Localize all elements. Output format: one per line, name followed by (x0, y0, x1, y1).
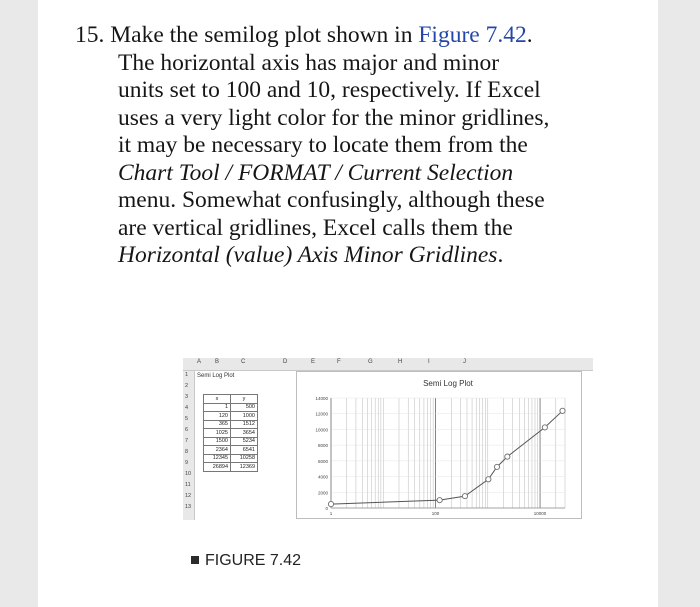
y-cell: 500 (231, 403, 258, 412)
column-header: J (463, 359, 466, 365)
y-tick-label: 8000 (317, 443, 328, 449)
caption-square-icon (191, 556, 199, 564)
x-cell: 1500 (204, 437, 231, 446)
y-header: y (231, 395, 258, 404)
y-cell: 6541 (231, 446, 258, 455)
problem-text-run: The horizontal axis has major and minor (118, 49, 500, 76)
table-row (204, 463, 258, 472)
row-header: 6 (185, 427, 189, 433)
row-headers (183, 371, 195, 520)
x-tick-label: 100 (431, 511, 440, 516)
table-row (204, 420, 258, 429)
y-cell: 10258 (231, 454, 258, 463)
y-cell: 12369 (231, 463, 258, 472)
table-row (204, 446, 258, 455)
y-cell: 5234 (231, 437, 258, 446)
column-header: I (428, 359, 430, 365)
problem-text-run: are vertical gridlines, Excel calls them the (118, 214, 513, 241)
row-header: 3 (185, 394, 189, 400)
data-point (462, 494, 467, 499)
x-tick-label: 1 (329, 511, 333, 516)
row-header: 2 (185, 383, 189, 389)
row-header: 10 (185, 471, 192, 477)
column-header: F (337, 359, 341, 365)
data-table (203, 394, 258, 472)
table-row (204, 403, 258, 412)
problem-text-run: . (497, 242, 504, 268)
problem-text-run: 15. Make the semilog plot shown in (75, 22, 419, 48)
problem-text-run: menu. Somewhat confusingly, although these (118, 187, 545, 213)
y-cell: 1000 (231, 412, 258, 421)
problem-text-run: units set to 100 and 10, respectively. If Excel (118, 77, 541, 103)
caption-text: FIGURE 7.42 (205, 552, 302, 569)
problem-line (75, 132, 635, 160)
sheet-title: Semi Log Plot (197, 373, 235, 379)
problem-line (75, 242, 635, 270)
row-header: 9 (185, 460, 189, 466)
row-header: 5 (185, 416, 189, 422)
column-headers (183, 358, 593, 371)
column-header: G (368, 359, 373, 365)
problem-text-run: Horizontal (value) Axis Minor Gridlines (118, 242, 498, 268)
table-row (204, 454, 258, 463)
x-tick-label: 10000 (533, 511, 547, 516)
series-line (331, 411, 563, 504)
y-tick-label: 6000 (317, 458, 328, 464)
column-header: D (283, 359, 288, 365)
y-tick-label: 14000 (315, 396, 328, 401)
row-header: 4 (185, 405, 189, 411)
x-cell: 26894 (204, 463, 231, 472)
problem-text-run: uses a very light color for the minor gridlines, (118, 104, 550, 131)
x-cell: 12345 (204, 454, 231, 463)
problem-line (75, 160, 635, 188)
figure-caption (191, 552, 301, 570)
problem-line (75, 105, 635, 133)
semi-log-chart (296, 371, 582, 519)
column-header: C (241, 359, 246, 365)
data-point (542, 425, 547, 430)
figure-link[interactable]: Figure 7.42 (418, 22, 527, 48)
row-header: 12 (185, 493, 192, 499)
data-point (494, 464, 499, 469)
data-point (328, 501, 333, 506)
row-header: 11 (185, 482, 191, 488)
x-header: x (204, 395, 231, 404)
row-header: 7 (185, 438, 189, 444)
column-header: A (197, 359, 202, 365)
x-cell: 120 (204, 412, 231, 421)
problem-text-run: Chart Tool / FORMAT / Current Selection (118, 159, 514, 186)
data-point (437, 498, 442, 503)
problem-line (75, 22, 635, 50)
chart-svg (297, 372, 581, 518)
excel-screenshot (183, 358, 593, 520)
table-row (204, 437, 258, 446)
data-point (486, 477, 491, 482)
textbook-page (38, 0, 658, 607)
x-cell: 1 (204, 403, 231, 412)
row-header: 1 (185, 372, 189, 378)
y-tick-label: 0 (325, 506, 328, 511)
x-cell: 2364 (204, 446, 231, 455)
data-point (560, 408, 565, 413)
column-header: E (311, 359, 316, 365)
x-cell: 1025 (204, 429, 231, 438)
problem-text (75, 22, 635, 270)
problem-line (75, 77, 635, 105)
table-row (204, 429, 258, 438)
y-tick-label: 2000 (317, 490, 328, 496)
y-cell: 1512 (231, 420, 258, 429)
y-tick-label: 12000 (315, 411, 328, 417)
data-point (505, 454, 510, 459)
problem-text-run: it may be necessary to locate them from the (118, 132, 528, 158)
y-cell: 3654 (231, 429, 258, 438)
problem-text-run: . (526, 22, 533, 48)
table-row (204, 412, 258, 421)
y-tick-label: 10000 (315, 427, 328, 433)
row-header: 13 (185, 504, 192, 510)
x-cell: 365 (204, 420, 231, 429)
chart-title: Semi Log Plot (423, 379, 473, 388)
column-header: H (398, 359, 403, 365)
y-tick-label: 4000 (317, 474, 328, 480)
problem-line (75, 215, 635, 243)
column-header: B (215, 359, 220, 365)
row-header: 8 (185, 449, 189, 455)
problem-line (75, 187, 635, 215)
problem-line (75, 50, 635, 78)
